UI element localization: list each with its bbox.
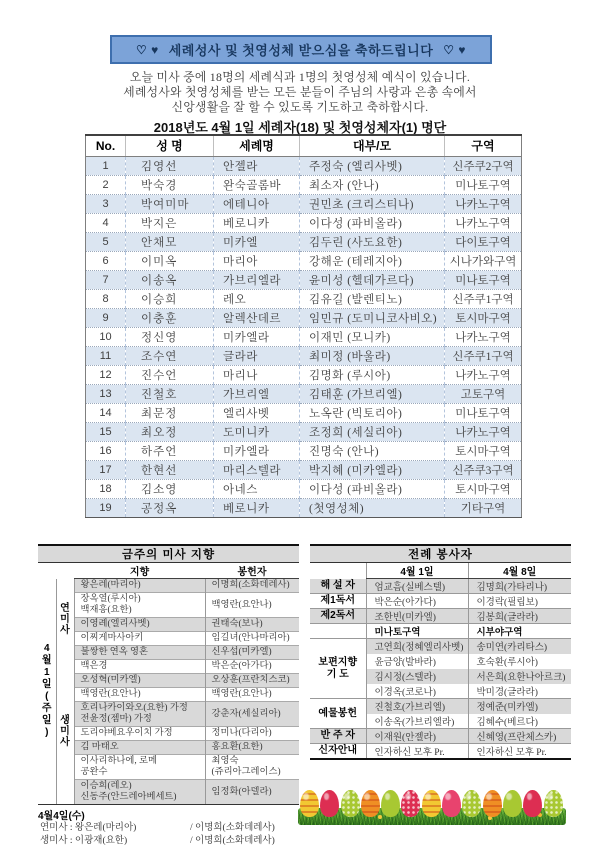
intention-cell: 김 마태오	[74, 741, 205, 755]
easter-egg	[523, 790, 542, 817]
table-cell: 진철호	[126, 384, 214, 403]
offerer-cell: 백영란(요안나)	[205, 688, 299, 702]
table-cell: 4	[86, 213, 126, 232]
mass-row	[38, 618, 299, 632]
server-cell: 고연희(정혜엘리사벳)	[366, 639, 468, 654]
column-header: 지향	[74, 563, 205, 579]
mass-table-title: 금주의 미사 지향	[38, 544, 299, 563]
server-cell: 이재원(안젤라)	[366, 729, 468, 744]
server-cell: 김명희(가타리나)	[468, 579, 571, 594]
table-cell: 베로니카	[214, 498, 300, 517]
mass-footer-date: 4월4일(수)	[38, 811, 85, 822]
table-cell: 13	[86, 384, 126, 403]
table-cell: 14	[86, 403, 126, 422]
offerer-cell: 박은순(아가다)	[205, 660, 299, 674]
offerer-cell: 백영란(요안나)	[205, 593, 299, 618]
mass-row	[38, 674, 299, 688]
table-row	[86, 479, 522, 498]
server-cell: 박미경(글라라)	[468, 684, 571, 699]
section-label: 연 미 사	[56, 579, 74, 660]
table-cell: 안젤라	[214, 156, 300, 175]
intro-line: 오늘 미사 중에 18명의 세례식과 1명의 첫영성체 예식이 있습니다.	[129, 70, 471, 84]
table-cell: 나카노구역	[445, 327, 522, 346]
server-cell: 시부야구역	[468, 624, 571, 639]
table-row	[86, 365, 522, 384]
table-cell: 박숙경	[126, 175, 214, 194]
server-cell: 송미연(카리타스)	[468, 639, 571, 654]
table-cell: 정신영	[126, 327, 214, 346]
table-cell: (첫영성체)	[300, 498, 445, 517]
table-cell: 이다성 (파비올라)	[300, 213, 445, 232]
table-cell: 안채모	[126, 232, 214, 251]
table-cell: 이다성 (파비올라)	[300, 479, 445, 498]
server-cell: 서은희(요한나아르크)	[468, 669, 571, 684]
table-cell: 신주쿠1구역	[445, 346, 522, 365]
server-cell: 정예준(미카엘)	[468, 699, 571, 714]
offerer-cell: 임길녀(안나마리아)	[205, 632, 299, 646]
table-cell: 최오정	[126, 422, 214, 441]
intention-cell: 호리나카이와오(요한) 가정 전윤정(젬마) 가정	[74, 702, 205, 727]
table-cell: 기타구역	[445, 498, 522, 517]
table-cell: 임민규 (도미니코사비오)	[300, 308, 445, 327]
table-cell: 조정희 (세실리아)	[300, 422, 445, 441]
server-cell: 인자하신 모후 Pr.	[468, 744, 571, 760]
baptism-table	[85, 134, 522, 518]
mass-table-header	[38, 563, 299, 579]
intention-cell: 이사리하나에, 로메 공완수	[74, 755, 205, 780]
offerer-cell: 홍요환(요한)	[205, 741, 299, 755]
table-cell: 이미옥	[126, 251, 214, 270]
table-cell: 박여미마	[126, 194, 214, 213]
table-cell	[38, 563, 74, 579]
table-row	[86, 194, 522, 213]
mass-row	[38, 632, 299, 646]
footer-intention: 연미사 : 왕은레(마리아)	[40, 823, 137, 833]
table-cell: 17	[86, 460, 126, 479]
table-cell: 나카노구역	[445, 422, 522, 441]
table-cell: 마리나	[214, 365, 300, 384]
mass-row	[38, 688, 299, 702]
table-cell: 7	[86, 270, 126, 289]
table-cell: 가브리엘라	[214, 270, 300, 289]
servers-section	[310, 544, 571, 760]
table-cell: 나카노구역	[445, 365, 522, 384]
table-cell: 조수연	[126, 346, 214, 365]
table-row	[86, 270, 522, 289]
server-cell: 호숙환(루시아)	[468, 654, 571, 669]
table-cell: 마리아	[214, 251, 300, 270]
role-label	[310, 624, 366, 639]
easter-egg	[483, 790, 502, 817]
table-row	[86, 441, 522, 460]
baptism-table-section	[85, 134, 521, 518]
table-row	[86, 308, 522, 327]
table-cell: 김두린 (사도요한)	[300, 232, 445, 251]
table-cell: 12	[86, 365, 126, 384]
table-cell: 완숙골롬바	[214, 175, 300, 194]
table-cell: 윤미성 (헬데가르다)	[300, 270, 445, 289]
servers-row	[310, 594, 571, 609]
table-cell: 16	[86, 441, 126, 460]
table-cell: 미카엘라	[214, 441, 300, 460]
table-cell: 10	[86, 327, 126, 346]
table-cell: 8	[86, 289, 126, 308]
banner-title: 세례성사 및 첫영성체 받으심을 축하드립니다	[168, 43, 434, 58]
mass-row	[38, 660, 299, 674]
table-row	[86, 232, 522, 251]
table-cell: 이승희	[126, 289, 214, 308]
table-cell: 3	[86, 194, 126, 213]
server-cell: 이경옥(코로나)	[366, 684, 468, 699]
table-cell: 강해운 (테레지아)	[300, 251, 445, 270]
table-cell: 알렉산데르	[214, 308, 300, 327]
offerer-cell: 권태숙(보나)	[205, 618, 299, 632]
table-cell: 이충훈	[126, 308, 214, 327]
offerer-cell: 오상훈(프란치스코)	[205, 674, 299, 688]
intention-cell: 불쌍한 연옥 영혼	[74, 646, 205, 660]
server-cell: 미나토구역	[366, 624, 468, 639]
servers-row	[310, 579, 571, 594]
table-row	[86, 327, 522, 346]
role-label: 제2독서	[310, 609, 366, 624]
table-cell: 6	[86, 251, 126, 270]
easter-egg	[462, 790, 481, 817]
servers-row	[310, 699, 571, 714]
table-row	[86, 251, 522, 270]
intention-cell: 백영란(요안나)	[74, 688, 205, 702]
intention-cell: 장옥열(루시아) 백재흥(요한)	[74, 593, 205, 618]
mass-row	[38, 727, 299, 741]
table-row	[86, 346, 522, 365]
table-row	[86, 403, 522, 422]
table-cell: 하주언	[126, 441, 214, 460]
servers-table-title: 전례 봉사자	[310, 544, 571, 563]
table-cell: 최소자 (안나)	[300, 175, 445, 194]
easter-egg	[442, 790, 461, 817]
mass-row	[38, 780, 299, 805]
server-cell: 김시정(스텔라)	[366, 669, 468, 684]
table-cell: 김소영	[126, 479, 214, 498]
intro-paragraph	[0, 70, 600, 116]
table-cell: 아네스	[214, 479, 300, 498]
server-cell: 인자하신 모후 Pr.	[366, 744, 468, 760]
table-row	[86, 422, 522, 441]
role-label: 해 설 자	[310, 579, 366, 594]
mass-intentions-section	[38, 544, 299, 848]
offerer-cell: 이명희(소화데레사)	[205, 579, 299, 593]
table-cell: 진명숙 (안나)	[300, 441, 445, 460]
table-cell: 15	[86, 422, 126, 441]
table-cell: 나카노구역	[445, 194, 522, 213]
server-cell: 이경락(필립보)	[468, 594, 571, 609]
intention-cell: 이승희(레오) 신동주(안드레아베세트)	[74, 780, 205, 805]
table-cell: 글라라	[214, 346, 300, 365]
table-cell: 5	[86, 232, 126, 251]
role-label: 예물봉헌	[310, 699, 366, 729]
table-cell: 김태훈 (가브리엘)	[300, 384, 445, 403]
column-header: No.	[86, 135, 126, 156]
table-cell: 나카노구역	[445, 213, 522, 232]
table-cell: 미나토구역	[445, 175, 522, 194]
easter-egg	[381, 790, 400, 817]
column-header: 구역	[445, 135, 522, 156]
table-cell: 고토구역	[445, 384, 522, 403]
easter-egg	[300, 790, 319, 817]
table-cell: 박지혜 (미카엘라)	[300, 460, 445, 479]
easter-egg	[320, 790, 339, 817]
servers-row	[310, 729, 571, 744]
table-cell: 공정옥	[126, 498, 214, 517]
mass-table	[38, 563, 299, 804]
server-cell: 조한빈(미카엘)	[366, 609, 468, 624]
table-cell: 박지은	[126, 213, 214, 232]
offerer-cell: 신우섭(미카엘)	[205, 646, 299, 660]
intention-cell: 이영례(엘리사벳)	[74, 618, 205, 632]
heart-icon: ♡ ♥	[136, 42, 159, 57]
intention-cell: 오성혁(미카엘)	[74, 674, 205, 688]
intention-cell: 도리야베요우이치 가정	[74, 727, 205, 741]
table-cell: 다이토구역	[445, 232, 522, 251]
easter-eggs-image	[298, 779, 566, 831]
table-cell: 미나토구역	[445, 403, 522, 422]
column-header: 4월 1일	[366, 563, 468, 579]
role-label: 신자안내	[310, 744, 366, 760]
table-cell: 미카엘	[214, 232, 300, 251]
table-cell: 토시마구역	[445, 479, 522, 498]
intention-cell: 왕은레(마리아)	[74, 579, 205, 593]
column-header: 봉헌자	[205, 563, 299, 579]
intention-cell: 이찌게마사아키	[74, 632, 205, 646]
column-header: 성 명	[126, 135, 214, 156]
egg-row	[300, 790, 564, 817]
intro-line: 세례성사와 첫영성체를 받는 모든 분들이 주님의 사랑과 은총 속에서	[123, 85, 477, 100]
table-cell: 미나토구역	[445, 270, 522, 289]
intro-line: 신앙생활을 잘 할 수 있도록 기도하고 축하합시다.	[171, 100, 429, 115]
intention-cell: 백은경	[74, 660, 205, 674]
table-cell: 신주쿠2구역	[445, 156, 522, 175]
server-cell: 신혜영(프란체스카)	[468, 729, 571, 744]
role-label: 제1독서	[310, 594, 366, 609]
table-cell: 진수언	[126, 365, 214, 384]
server-cell: 엄교흠(실베스텔)	[366, 579, 468, 594]
table-cell: 토시마구역	[445, 308, 522, 327]
table-cell: 권민초 (크리스티나)	[300, 194, 445, 213]
server-cell: 김봉희(글라라)	[468, 609, 571, 624]
table-row	[86, 460, 522, 479]
table-cell: 토시마구역	[445, 441, 522, 460]
heart-icon: ♡ ♥	[443, 42, 466, 57]
column-header: 4월 8일	[468, 563, 571, 579]
table-row	[86, 498, 522, 517]
servers-row	[310, 639, 571, 654]
congrats-banner	[110, 35, 492, 64]
table-row	[86, 175, 522, 194]
mass-footer-line	[38, 822, 299, 835]
easter-egg	[341, 790, 360, 817]
easter-egg	[422, 790, 441, 817]
mass-row	[38, 646, 299, 660]
offerer-cell: 최영숙 (쥬리아그레이스)	[205, 755, 299, 780]
table-cell: 김명화 (루시아)	[300, 365, 445, 384]
offerer-cell: 정미나(다리아)	[205, 727, 299, 741]
table-cell: 시나가와구역	[445, 251, 522, 270]
server-cell: 윤금양(발바라)	[366, 654, 468, 669]
mass-row	[38, 579, 299, 593]
table-cell: 미카엘라	[214, 327, 300, 346]
servers-table	[310, 563, 571, 760]
list-title: 2018년도 4월 1일 세례자(18) 및 첫영성체자(1) 명단	[153, 120, 447, 135]
table-cell: 한현선	[126, 460, 214, 479]
table-cell: 가브리엘	[214, 384, 300, 403]
table-cell: 주정숙 (엘리사벳)	[300, 156, 445, 175]
table-cell: 도미니카	[214, 422, 300, 441]
table-cell: 김유길 (발렌티노)	[300, 289, 445, 308]
role-label: 보편지향 기 도	[310, 639, 366, 699]
mass-row	[38, 702, 299, 727]
table-cell: 에테니아	[214, 194, 300, 213]
mass-row	[38, 593, 299, 618]
servers-row	[310, 609, 571, 624]
table-cell: 마리스텔라	[214, 460, 300, 479]
footer-intention: 생미사 : 이광재(요한)	[40, 835, 128, 846]
table-cell: 이재민 (모니카)	[300, 327, 445, 346]
server-cell: 박은순(아가다)	[366, 594, 468, 609]
table-cell: 이송옥	[126, 270, 214, 289]
column-header: 대부/모	[300, 135, 445, 156]
table-row	[86, 156, 522, 175]
footer-offerer: / 이명희(소화데레사)	[190, 823, 275, 833]
server-cell: 진철호(가브리엘)	[366, 699, 468, 714]
table-row	[86, 384, 522, 403]
table-cell: 18	[86, 479, 126, 498]
table-row	[86, 289, 522, 308]
footer-offerer: / 이명희(소화데레사)	[190, 835, 275, 846]
table-cell: 레오	[214, 289, 300, 308]
servers-row	[310, 624, 571, 639]
table-cell: 엘리사벳	[214, 403, 300, 422]
mass-footer	[38, 804, 299, 848]
table-cell: 최문정	[126, 403, 214, 422]
offerer-cell: 강춘자(세실리아)	[205, 702, 299, 727]
table-cell: 2	[86, 175, 126, 194]
mass-row	[38, 755, 299, 780]
table-cell: 베로니카	[214, 213, 300, 232]
table-row	[86, 213, 522, 232]
mass-footer-line	[38, 835, 299, 848]
table-cell: 김영선	[126, 156, 214, 175]
section-label: 생 미 사	[56, 660, 74, 805]
easter-egg	[401, 790, 420, 817]
table-cell: 9	[86, 308, 126, 327]
mass-row	[38, 741, 299, 755]
easter-egg	[544, 790, 563, 817]
table-cell	[310, 563, 366, 579]
servers-table-header	[310, 563, 571, 579]
servers-row	[310, 744, 571, 760]
server-cell: 김혜수(베르다)	[468, 714, 571, 729]
date-label: 4 월 1 일 ( 주 일 )	[38, 579, 56, 805]
easter-egg	[503, 790, 522, 817]
table-cell: 신주쿠3구역	[445, 460, 522, 479]
table-cell: 1	[86, 156, 126, 175]
table-cell: 신주쿠1구역	[445, 289, 522, 308]
table-cell: 최미정 (바울라)	[300, 346, 445, 365]
role-label: 반 주 자	[310, 729, 366, 744]
table-cell: 11	[86, 346, 126, 365]
server-cell: 이송옥(가브리엘라)	[366, 714, 468, 729]
table-cell: 노옥란 (빅토리아)	[300, 403, 445, 422]
table-cell: 19	[86, 498, 126, 517]
easter-egg	[361, 790, 380, 817]
offerer-cell: 임정화(아델라)	[205, 780, 299, 805]
column-header: 세례명	[214, 135, 300, 156]
baptism-table-header	[86, 135, 522, 156]
